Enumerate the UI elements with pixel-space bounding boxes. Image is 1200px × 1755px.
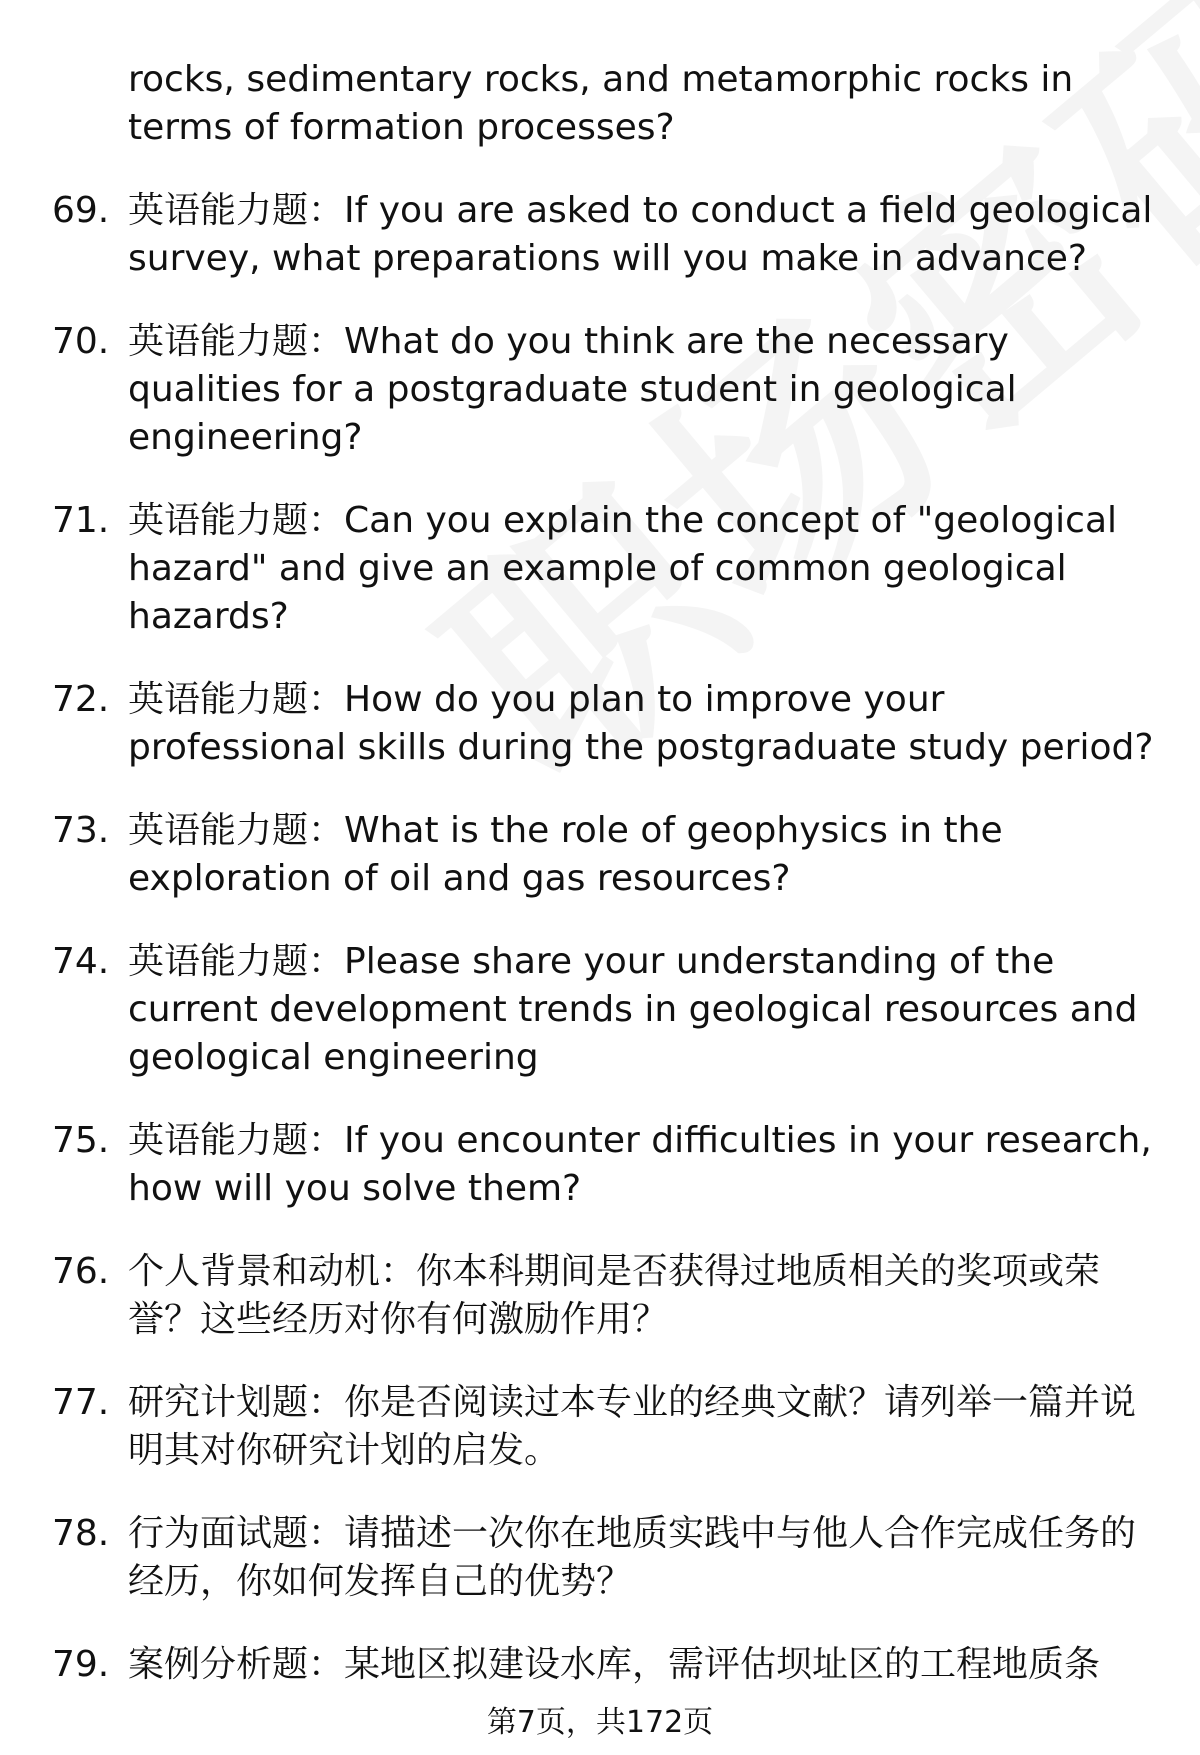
- question-item: [0, 1641, 1160, 1689]
- question-number: 79.: [52, 1644, 110, 1685]
- question-number: 77.: [52, 1382, 110, 1423]
- question-item: [0, 1117, 1160, 1213]
- question-number: 74.: [52, 941, 110, 982]
- question-item: [0, 807, 1160, 903]
- continued-question-text: rocks, sedimentary rocks, and metamorphic rocks in terms of formation processes?: [128, 59, 1074, 148]
- question-number: 72.: [52, 679, 110, 720]
- question-list: [0, 56, 1200, 1689]
- question-item: [0, 1248, 1160, 1344]
- question-text: 英语能力题：If you are asked to conduct a field geological survey, what preparations will you make in advance?: [128, 190, 1153, 279]
- question-text: 行为面试题：请描述一次你在地质实践中与他人合作完成任务的经历，你如何发挥自己的优势？: [128, 1513, 1137, 1602]
- question-number: 75.: [52, 1120, 110, 1161]
- question-item: [0, 187, 1160, 283]
- question-text: 英语能力题：What is the role of geophysics in the exploration of oil and gas resources?: [128, 810, 1003, 899]
- question-number: 71.: [52, 500, 110, 541]
- question-number: 73.: [52, 810, 110, 851]
- question-item: [0, 1379, 1160, 1475]
- question-item: [0, 1510, 1160, 1606]
- question-number: 69.: [52, 190, 110, 231]
- question-item: [0, 497, 1160, 641]
- question-number: 70.: [52, 321, 110, 362]
- question-text: 案例分析题：某地区拟建设水库，需评估坝址区的工程地质条: [128, 1644, 1101, 1685]
- question-text: 英语能力题：If you encounter difficulties in your research, how will you solve them?: [128, 1120, 1152, 1209]
- question-number: 76.: [52, 1251, 110, 1292]
- question-text: 研究计划题：你是否阅读过本专业的经典文献？请列举一篇并说明其对你研究计划的启发。: [128, 1382, 1137, 1471]
- question-item: [0, 938, 1160, 1082]
- question-text: 个人背景和动机：你本科期间是否获得过地质相关的奖项或荣誉？这些经历对你有何激励作用？: [128, 1251, 1101, 1340]
- question-text: 英语能力题：How do you plan to improve your professional skills during the postgraduate study period?: [128, 679, 1154, 768]
- question-number: 78.: [52, 1513, 110, 1554]
- question-text: 英语能力题：Please share your understanding of the current development trends in geological resources and geological engineering: [128, 941, 1138, 1078]
- question-item: [0, 318, 1160, 462]
- question-text: 英语能力题：What do you think are the necessary qualities for a postgraduate student in geological engineering?: [128, 321, 1017, 458]
- question-item: [0, 676, 1160, 772]
- page-number-footer: 第7页，共172页: [486, 1705, 714, 1740]
- question-text: 英语能力题：Can you explain the concept of "geological hazard" and give an example of common geological hazards?: [128, 500, 1118, 637]
